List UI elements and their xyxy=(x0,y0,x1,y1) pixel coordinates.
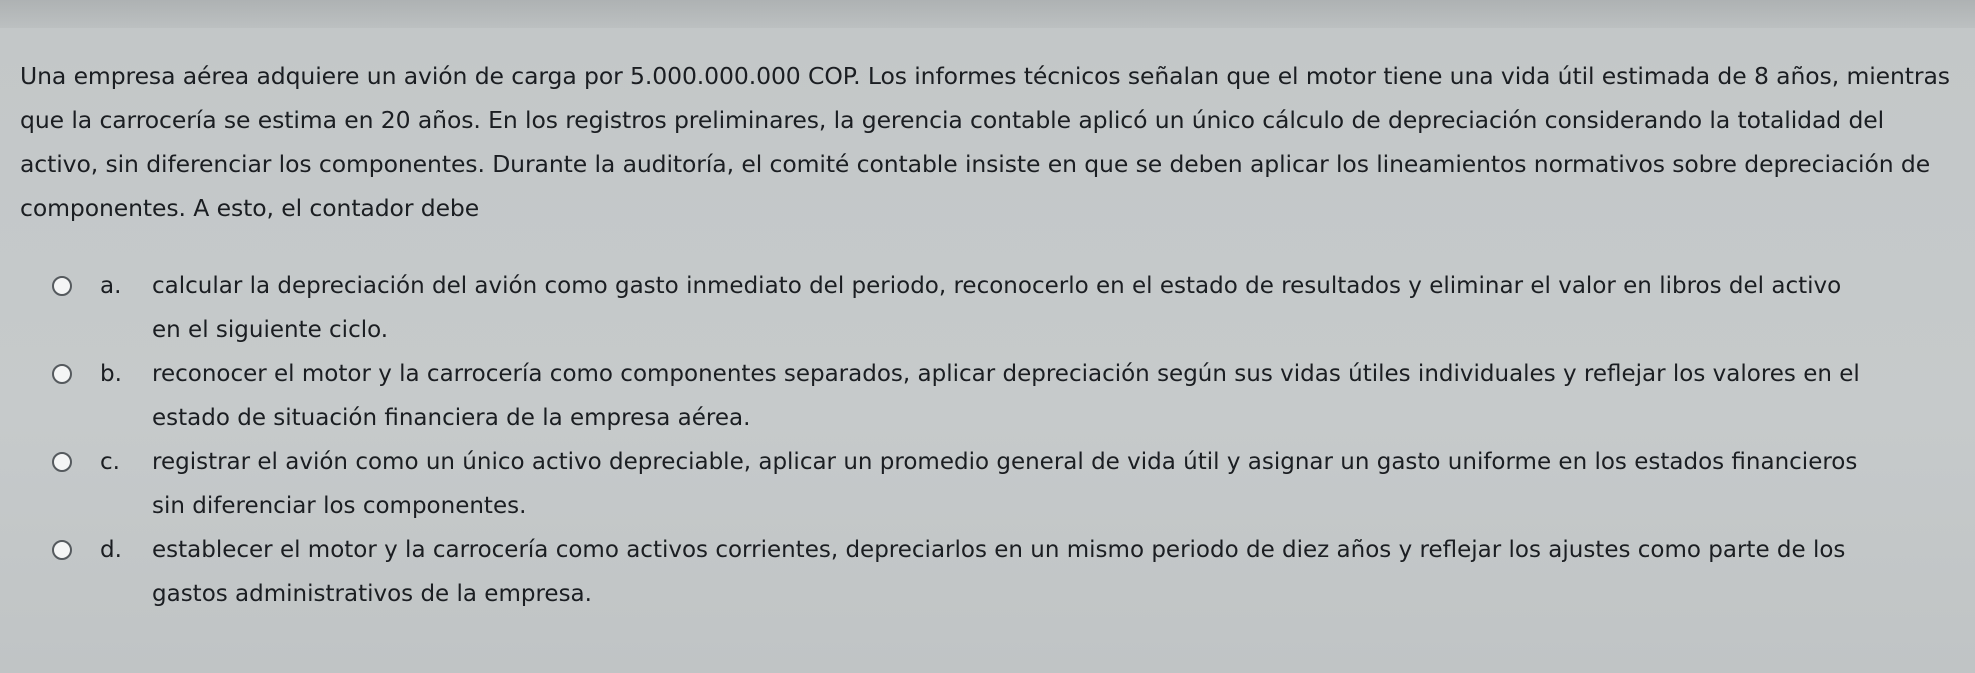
option-c-text[interactable] xyxy=(152,440,1952,528)
question-panel xyxy=(0,28,1975,673)
option-b[interactable] xyxy=(52,352,1957,440)
option-letter: d. xyxy=(100,537,122,563)
option-c-line-2: sin diferenciar los componentes. xyxy=(152,493,527,519)
radio-option-b[interactable] xyxy=(52,364,72,384)
option-letter: a. xyxy=(100,273,122,299)
option-letter: b. xyxy=(100,361,122,387)
question-text: Una empresa aérea adquiere un avión de carga por 5.000.000.000 COP. Los informes técnicos señalan que el motor tiene una vida útil estimada de 8 años, mientras que la carrocería se estima en 20 años. En los registros preliminares, la gerencia contable aplicó un único cálculo de depreciación considerando la totalidad del activo, sin diferenciar los componentes. Durante la auditoría, el comité contable insiste en que se deben aplicar los lineamientos normativos sobre depreciación de componentes. A esto, el contador debe xyxy=(20,62,1950,222)
radio-option-a[interactable] xyxy=(52,276,72,296)
option-b-line-2: estado de situación financiera de la empresa aérea. xyxy=(152,405,751,431)
radio-option-d[interactable] xyxy=(52,540,72,560)
answer-options xyxy=(52,264,1957,616)
option-b-line-1: reconocer el motor y la carrocería como componentes separados, aplicar depreciación según sus vidas útiles individuales y reflejar los valores en el xyxy=(152,361,1860,387)
option-a-line-1: calcular la depreciación del avión como gasto inmediato del periodo, reconocerlo en el estado de resultados y eliminar el valor en libros del activo xyxy=(152,273,1842,299)
option-a[interactable] xyxy=(52,264,1957,352)
option-d-line-2: gastos administrativos de la empresa. xyxy=(152,581,592,607)
option-c[interactable] xyxy=(52,440,1957,528)
option-c-line-1: registrar el avión como un único activo depreciable, aplicar un promedio general de vida útil y asignar un gasto uniforme en los estados financieros xyxy=(152,449,1858,475)
option-a-text[interactable] xyxy=(152,264,1952,352)
top-bar xyxy=(0,0,1975,28)
option-d-line-1: establecer el motor y la carrocería como activos corrientes, depreciarlos en un mismo periodo de diez años y reflejar los ajustes como parte de los xyxy=(152,537,1846,563)
option-d-text[interactable] xyxy=(152,528,1952,616)
option-b-text[interactable] xyxy=(152,352,1952,440)
radio-option-c[interactable] xyxy=(52,452,72,472)
option-d[interactable] xyxy=(52,528,1957,616)
option-a-line-2: en el siguiente ciclo. xyxy=(152,317,389,343)
option-letter: c. xyxy=(100,449,120,475)
